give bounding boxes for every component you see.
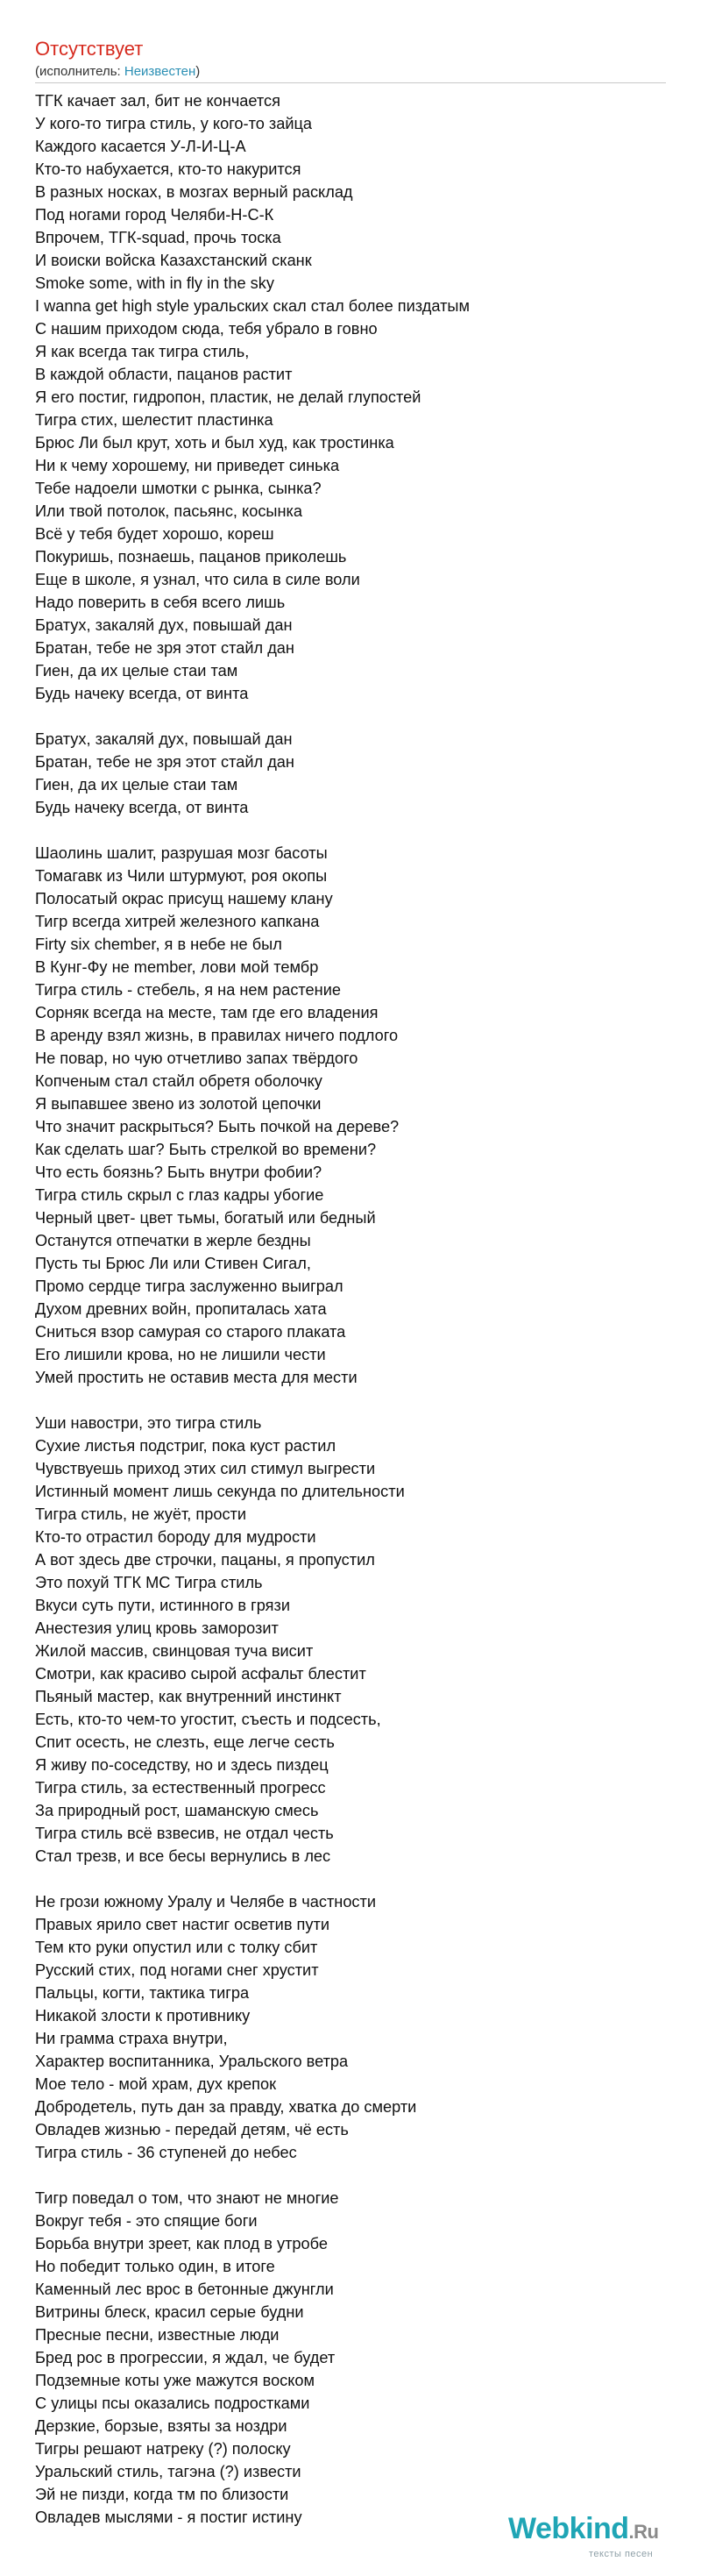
- logo-tld: .Ru: [628, 2521, 659, 2543]
- lyric-line: Сухие листья подстриг, пока куст растил: [35, 1437, 336, 1455]
- lyric-line: Я живу по-соседству, но и здесь пиздец: [35, 1756, 329, 1774]
- lyric-line: Вкуси суть пути, истинного в грязи: [35, 1597, 291, 1614]
- lyric-line: Духом древних войн, пропиталась хата: [35, 1300, 327, 1318]
- lyric-line: Или твой потолок, пасьянс, косынка: [35, 502, 302, 520]
- lyric-line: Тигра стиль скрыл с глаз кадры убогие: [35, 1186, 324, 1204]
- lyric-line: Ни к чему хорошему, ни приведет синька: [35, 457, 340, 474]
- lyrics-stanza: [35, 842, 648, 1389]
- logo-tagline: тексты песен: [589, 2549, 654, 2559]
- lyrics-stanza: [35, 1890, 648, 2164]
- lyric-line: Пресные песни, известные люди: [35, 2326, 280, 2344]
- lyric-line: Тигра стиль, за естественный прогресс: [35, 1779, 326, 1797]
- lyric-line: Не грози южному Уралу и Челябе в частности: [35, 1893, 377, 1911]
- lyric-line: Спит осесть, не слезть, еще легче сесть: [35, 1733, 335, 1751]
- lyric-line: Подземные коты уже мажутся воском: [35, 2372, 315, 2389]
- lyric-line: В аренду взял жизнь, в правилах ничего подлого: [35, 1027, 399, 1044]
- logo-wordmark: [508, 2511, 659, 2550]
- lyric-line: Smoke some, with in fly in the sky: [35, 274, 274, 292]
- lyric-line: Русский стих, под ногами снег хрустит: [35, 1961, 319, 1979]
- lyric-line: ТГК качает зал, бит не кончается: [35, 92, 280, 110]
- lyric-line: Как сделать шаг? Быть стрелкой во времени?: [35, 1141, 377, 1158]
- lyric-line: Тигра стиль - 36 ступеней до небес: [35, 2144, 297, 2161]
- lyric-line: Уральский стиль, тагэна (?) извести: [35, 2463, 301, 2480]
- lyric-line: Братан, тебе не зря этот стайл дан: [35, 639, 294, 657]
- lyric-line: Я его постиг, гидропон, пластик, не делай глупостей: [35, 388, 421, 406]
- lyric-line: Останутся отпечатки в жерле бездны: [35, 1232, 311, 1249]
- lyric-line: Кто-то набухается, кто-то накурится: [35, 160, 301, 178]
- lyric-line: И воиски войска Казахстанский сканк: [35, 252, 312, 269]
- lyric-line: Братух, закаляй дух, повышай дан: [35, 730, 293, 748]
- lyric-line: Тем кто руки опустил или с толку сбит: [35, 1939, 318, 1956]
- lyric-line: Анестезия улиц кровь заморозит: [35, 1619, 279, 1637]
- lyric-line: С нашим приходом сюда, тебя убрало в говно: [35, 320, 378, 338]
- lyric-line: Firty six chember, я в небе не был: [35, 936, 282, 953]
- lyric-line: Сорняк всегда на месте, там где его владения: [35, 1004, 379, 1021]
- lyric-line: Его лишили крова, но не лишили чести: [35, 1346, 326, 1363]
- song-title: Отсутствует: [35, 38, 144, 60]
- lyric-line: Тигра стиль всё взвесив, не отдал честь: [35, 1825, 334, 1842]
- lyric-line: Но победит только один, в итоге: [35, 2258, 275, 2275]
- lyric-line: Тебе надоели шмотки с рынка, сынка?: [35, 480, 322, 497]
- lyric-line: Жилой массив, свинцовая туча висит: [35, 1642, 314, 1660]
- lyric-line: В Кунг-Фу не member, лови мой тембр: [35, 958, 319, 976]
- lyric-line: Покуришь, познаешь, пацанов приколешь: [35, 548, 347, 566]
- performer-line: [35, 63, 200, 81]
- lyric-line: I wanna get high style уральских скал стал более пиздатым: [35, 297, 470, 315]
- lyric-line: Овладев мыслями - я постиг истину: [35, 2508, 302, 2526]
- lyric-line: Тигры решают натреку (?) полоску: [35, 2440, 291, 2458]
- lyric-line: Еще в школе, я узнал, что сила в силе воли: [35, 571, 360, 588]
- lyric-line: Сниться взор самурая со старого плаката: [35, 1323, 346, 1341]
- lyric-line: Что значит раскрыться? Быть почкой на дереве?: [35, 1118, 400, 1135]
- lyric-line: Пусть ты Брюс Ли или Стивен Сигал,: [35, 1255, 311, 1272]
- lyric-line: Стал трезв, и все бесы вернулись в лес: [35, 1847, 331, 1865]
- lyric-line: Промо сердце тигра заслуженно выиграл: [35, 1277, 343, 1295]
- lyric-line: Мое тело - мой храм, дух крепок: [35, 2075, 277, 2093]
- lyric-line: За природный рост, шаманскую смесь: [35, 1802, 319, 1819]
- lyric-line: Борьба внутри зреет, как плод в утробе: [35, 2235, 328, 2252]
- lyric-line: Не повар, но чую отчетливо запах твёрдого: [35, 1050, 358, 1067]
- lyric-line: Это похуй ТГК МС Тигра стиль: [35, 1574, 263, 1591]
- lyric-line: Что есть боязнь? Быть внутри фобии?: [35, 1163, 322, 1181]
- lyric-line: Добродетель, путь дан за правду, хватка до смерти: [35, 2098, 417, 2116]
- lyric-line: Всё у тебя будет хорошо, кореш: [35, 525, 274, 543]
- lyrics-stanza: [35, 89, 648, 705]
- lyrics-text: [35, 89, 648, 2551]
- lyric-line: Бред рос в прогрессии, я ждал, че будет: [35, 2349, 336, 2366]
- lyric-line: Полосатый окрас присущ нашему клану: [35, 890, 333, 907]
- lyric-line: Умей простить не оставив места для мести: [35, 1369, 358, 1386]
- lyric-line: Я как всегда так тигра стиль,: [35, 343, 250, 360]
- lyric-line: Правых ярило свет настиг осветив пути: [35, 1916, 329, 1933]
- lyric-line: Под ногами город Челяби-Н-С-К: [35, 206, 274, 224]
- lyric-line: Вокруг тебя - это спящие боги: [35, 2212, 258, 2230]
- lyric-line: С улицы псы оказались подростками: [35, 2395, 310, 2412]
- lyric-line: Кто-то отрастил бороду для мудрости: [35, 1528, 316, 1546]
- lyrics-stanza: [35, 728, 648, 819]
- lyric-line: Брюс Ли был крут, хоть и был худ, как тростинка: [35, 434, 394, 452]
- lyrics-stanza: [35, 2187, 648, 2529]
- lyric-line: Овладев жизнью - передай детям, чё есть: [35, 2121, 349, 2138]
- lyric-line: Гиен, да их целые стаи там: [35, 776, 238, 793]
- header-divider: [35, 82, 666, 83]
- lyric-line: Черный цвет- цвет тьмы, богатый или бедный: [35, 1209, 376, 1227]
- lyric-line: У кого-то тигра стиль, у кого-то зайца: [35, 115, 313, 132]
- lyric-line: Будь начеку всегда, от винта: [35, 799, 249, 816]
- lyric-line: Впрочем, ТГК-squad, прочь тоска: [35, 229, 281, 246]
- performer-prefix: (исполнитель:: [35, 64, 124, 79]
- lyric-line: Тигра стиль, не жуёт, прости: [35, 1505, 247, 1523]
- lyric-line: Томагавк из Чили штурмуют, роя окопы: [35, 867, 328, 885]
- lyric-line: Будь начеку всегда, от винта: [35, 685, 249, 702]
- lyric-line: Смотри, как красиво сырой асфальт блестит: [35, 1665, 366, 1683]
- lyric-line: Гиен, да их целые стаи там: [35, 662, 238, 680]
- lyric-line: Ни грамма страха внутри,: [35, 2030, 228, 2047]
- lyric-line: Надо поверить в себя всего лишь: [35, 594, 286, 611]
- lyric-line: Витрины блеск, красил серые будни: [35, 2303, 304, 2321]
- lyric-line: Уши навостри, это тигра стиль: [35, 1414, 262, 1432]
- lyric-line: Каждого касается У-Л-И-Ц-А: [35, 138, 246, 155]
- lyric-line: Есть, кто-то чем-то угостит, съесть и подсесть,: [35, 1711, 381, 1728]
- site-logo[interactable]: [508, 2508, 683, 2569]
- performer-suffix: ): [195, 64, 201, 79]
- lyric-line: Дерзкие, борзые, взяты за ноздри: [35, 2417, 287, 2435]
- lyric-line: Тигр поведал о том, что знают не многие: [35, 2189, 339, 2207]
- lyric-line: Пьяный мастер, как внутренний инстинкт: [35, 1688, 342, 1705]
- lyric-line: Тигра стих, шелестит пластинка: [35, 411, 273, 429]
- lyric-line: Тигр всегда хитрей железного капкана: [35, 913, 320, 930]
- lyric-line: Шаолинь шалит, разрушая мозг басоты: [35, 844, 328, 862]
- logo-name: Webkind: [508, 2512, 629, 2545]
- lyric-line: Никакой злости к противнику: [35, 2007, 251, 2025]
- lyric-line: Эй не пизди, когда тм по близости: [35, 2486, 289, 2503]
- performer-link[interactable]: Неизвестен: [124, 64, 196, 79]
- lyric-line: Братух, закаляй дух, повышай дан: [35, 616, 293, 634]
- lyric-line: А вот здесь две строчки, пацаны, я пропустил: [35, 1551, 375, 1569]
- lyric-line: Братан, тебе не зря этот стайл дан: [35, 753, 294, 771]
- lyric-line: Я выпавшее звено из золотой цепочки: [35, 1095, 322, 1113]
- lyric-line: В каждой области, пацанов растит: [35, 366, 293, 383]
- lyric-line: В разных носках, в мозгах верный расклад: [35, 183, 353, 201]
- lyric-line: Тигра стиль - стебель, я на нем растение: [35, 981, 341, 999]
- lyric-line: Характер воспитанника, Уральского ветра: [35, 2053, 349, 2070]
- lyric-line: Истинный момент лишь секунда по длительности: [35, 1483, 405, 1500]
- lyric-line: Пальцы, когти, тактика тигра: [35, 1984, 250, 2002]
- lyric-line: Чувствуешь приход этих сил стимул выгрести: [35, 1460, 376, 1477]
- lyric-line: Каменный лес врос в бетонные джунгли: [35, 2281, 334, 2298]
- lyric-line: Копченым стал стайл обретя оболочку: [35, 1072, 322, 1090]
- lyrics-stanza: [35, 1412, 648, 1868]
